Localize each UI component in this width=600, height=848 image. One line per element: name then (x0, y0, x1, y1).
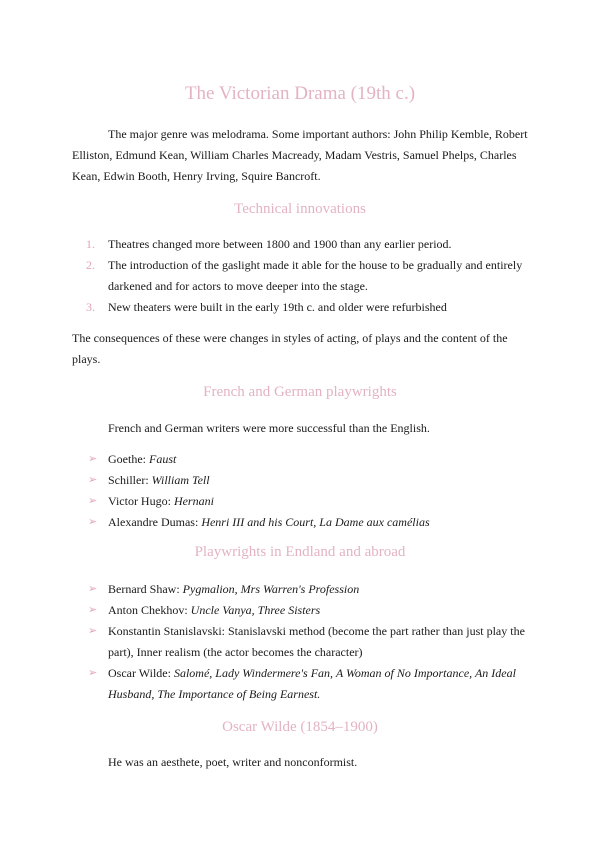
list-item (72, 297, 534, 318)
playwright-work: Salomé, Lady Windermere's Fan, A Woman of No Importance, An Ideal Husband, The Importance of Being Earnest. (108, 666, 516, 701)
playwright-work: William Tell (151, 473, 210, 487)
arrow-bullet-icon: ➢ (88, 495, 98, 507)
playwright-name: Alexandre Dumas: (108, 515, 202, 529)
playwright-work: Pygmalion, Mrs Warren's Profession (182, 582, 360, 596)
french-intro-paragraph: French and German writers were more successful than the English. (108, 421, 430, 435)
list-item (72, 512, 534, 533)
playwright-name: Victor Hugo: (108, 494, 174, 508)
heading-oscar-wilde: Oscar Wilde (1854–1900) (222, 719, 378, 735)
consequences-paragraph: The consequences of these were changes in styles of acting, of plays and the content of the plays. (72, 331, 508, 366)
playwright-work: Hernani (173, 494, 214, 508)
england-list (72, 579, 534, 705)
list-item (72, 255, 534, 297)
list-number: 2. (86, 258, 95, 272)
heading-england-abroad: Playwrights in Endland and abroad (194, 544, 406, 560)
list-item (72, 621, 534, 663)
arrow-bullet-icon: ➢ (88, 516, 98, 528)
playwright-work: Henri III and his Court, La Dame aux camélias (201, 515, 430, 529)
intro-paragraph: The major genre was melodrama. Some important authors: John Philip Kemble, Robert Elliston, Edmund Kean, William Charles Macready, Madam Vestris, Samuel Phelps, Charles Kean, Edwin Booth, Henry Irving, Squire Bancroft. (72, 127, 528, 183)
french-list (72, 449, 534, 533)
arrow-bullet-icon: ➢ (88, 453, 98, 465)
arrow-bullet-icon: ➢ (88, 583, 98, 595)
list-item (72, 579, 534, 600)
playwright-name: Anton Chekhov: (108, 603, 191, 617)
wilde-paragraph: He was an aesthete, poet, writer and nonconformist. (108, 755, 358, 769)
playwright-work: Faust (149, 452, 177, 466)
playwright-name: Oscar Wilde: (108, 666, 174, 680)
list-item (72, 491, 534, 512)
heading-french-german: French and German playwrights (203, 384, 397, 400)
arrow-bullet-icon: ➢ (88, 604, 98, 616)
list-item (72, 600, 534, 621)
playwright-name: Bernard Shaw: (108, 582, 183, 596)
playwright-note: Stanislavski method (become the part rather than just play the part), Inner realism (the actor becomes the character) (108, 624, 525, 659)
arrow-bullet-icon: ➢ (88, 667, 98, 679)
playwright-work: Uncle Vanya, Three Sisters (190, 603, 321, 617)
arrow-bullet-icon: ➢ (88, 474, 98, 486)
heading-technical-innovations: Technical innovations (234, 201, 366, 217)
arrow-bullet-icon: ➢ (88, 625, 98, 637)
playwright-name: Goethe: (108, 452, 149, 466)
page-title: The Victorian Drama (19th c.) (184, 83, 416, 104)
list-item (72, 449, 534, 470)
list-number: 3. (86, 300, 95, 314)
list-item (72, 663, 534, 705)
list-number: 1. (86, 237, 95, 251)
list-item (72, 470, 534, 491)
playwright-name: Schiller: (108, 473, 152, 487)
playwright-name: Konstantin Stanislavski: (108, 624, 228, 638)
list-item-text: Theatres changed more between 1800 and 1900 than any earlier period. (108, 237, 452, 251)
technical-list (72, 234, 534, 318)
list-item-text: New theaters were built in the early 19th c. and older were refurbished (108, 300, 447, 314)
list-item (72, 234, 534, 255)
list-item-text: The introduction of the gaslight made it able for the house to be gradually and entirely darkened and for actors to move deeper into the stage. (108, 258, 523, 293)
